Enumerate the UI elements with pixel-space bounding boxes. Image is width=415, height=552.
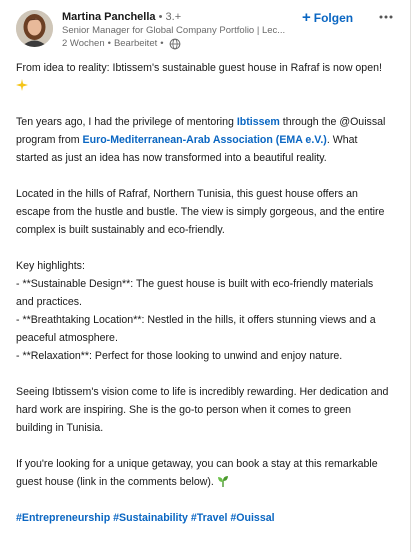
highlights-title: Key highlights: — [16, 260, 85, 272]
follow-label: Folgen — [313, 11, 354, 25]
post-paragraph — [16, 59, 390, 95]
follow-button[interactable] — [302, 10, 353, 26]
ellipsis-icon — [379, 15, 393, 19]
author-name-line — [62, 10, 302, 24]
post-text: through the @Ouissal program from — [16, 116, 386, 146]
post-timestamp — [62, 37, 302, 50]
author-name[interactable]: Martina Panchella — [62, 11, 156, 23]
post-text: If you're looking for a unique getaway, you can book a stay at this remarkable guest house (link in the comments below). — [16, 458, 378, 488]
mention-link[interactable]: Euro-Mediterranean-Arab Association (EMA e.V.) — [82, 134, 327, 146]
more-options-button[interactable] — [376, 10, 396, 24]
post-paragraph — [16, 113, 390, 167]
author-meta — [62, 10, 302, 50]
highlight-item: - **Breathtaking Location**: Nestled in the hills, it offers stunning views and a peaceful atmosphere. — [16, 314, 376, 344]
hashtag-link[interactable]: #Travel — [190, 512, 228, 524]
author-headline: Senior Manager for Global Company Portfolio | Lec... — [62, 25, 286, 36]
post-text: Ten years ago, I had the privilege of mentoring — [16, 116, 237, 128]
separator-dot: • — [158, 11, 163, 23]
hashtag-link[interactable]: #Entrepreneurship — [16, 512, 111, 524]
post-text: From idea to reality: Ibtissem's sustainable guest house in Rafraf is now open! — [16, 62, 382, 74]
avatar-photo-icon — [16, 10, 53, 47]
hashtag-link[interactable]: #Sustainability — [113, 512, 188, 524]
edited-label: Bearbeitet — [113, 38, 158, 49]
mention-link[interactable]: Ibtissem — [236, 116, 280, 128]
hashtag-link[interactable]: #Ouissal — [230, 512, 275, 524]
connection-degree: 3.+ — [165, 11, 182, 23]
plus-icon: + — [302, 9, 311, 26]
avatar[interactable] — [16, 10, 53, 47]
highlight-item: - **Relaxation**: Perfect for those looking to unwind and enjoy nature. — [16, 350, 343, 362]
post-time: 2 Wochen — [62, 38, 105, 49]
separator-dot: • — [107, 38, 111, 49]
seedling-icon — [217, 475, 229, 487]
globe-icon — [169, 38, 181, 50]
separator-dot: • — [160, 38, 164, 49]
post-paragraph: Located in the hills of Rafraf, Northern Tunisia, this guest house offers an escape from the hustle and bustle. The view is simply gorgeous, and the entire complex is built sustainably and eco-friendly. — [16, 188, 385, 236]
hashtags — [16, 509, 390, 527]
post-paragraph — [16, 455, 390, 491]
highlight-item: - **Sustainable Design**: The guest house is built with eco-friendly materials and practices. — [16, 278, 374, 308]
post-header — [16, 10, 398, 54]
sparkle-icon — [16, 79, 28, 91]
post-paragraph: Seeing Ibtissem's vision come to life is incredibly rewarding. Her dedication and hard work are inspiring. She is the go-to person when it comes to green building in Tunisia. — [16, 386, 389, 434]
post-body — [16, 59, 390, 527]
post-text: . What started as just an idea has now transformed into a beautiful reality. — [16, 134, 358, 164]
